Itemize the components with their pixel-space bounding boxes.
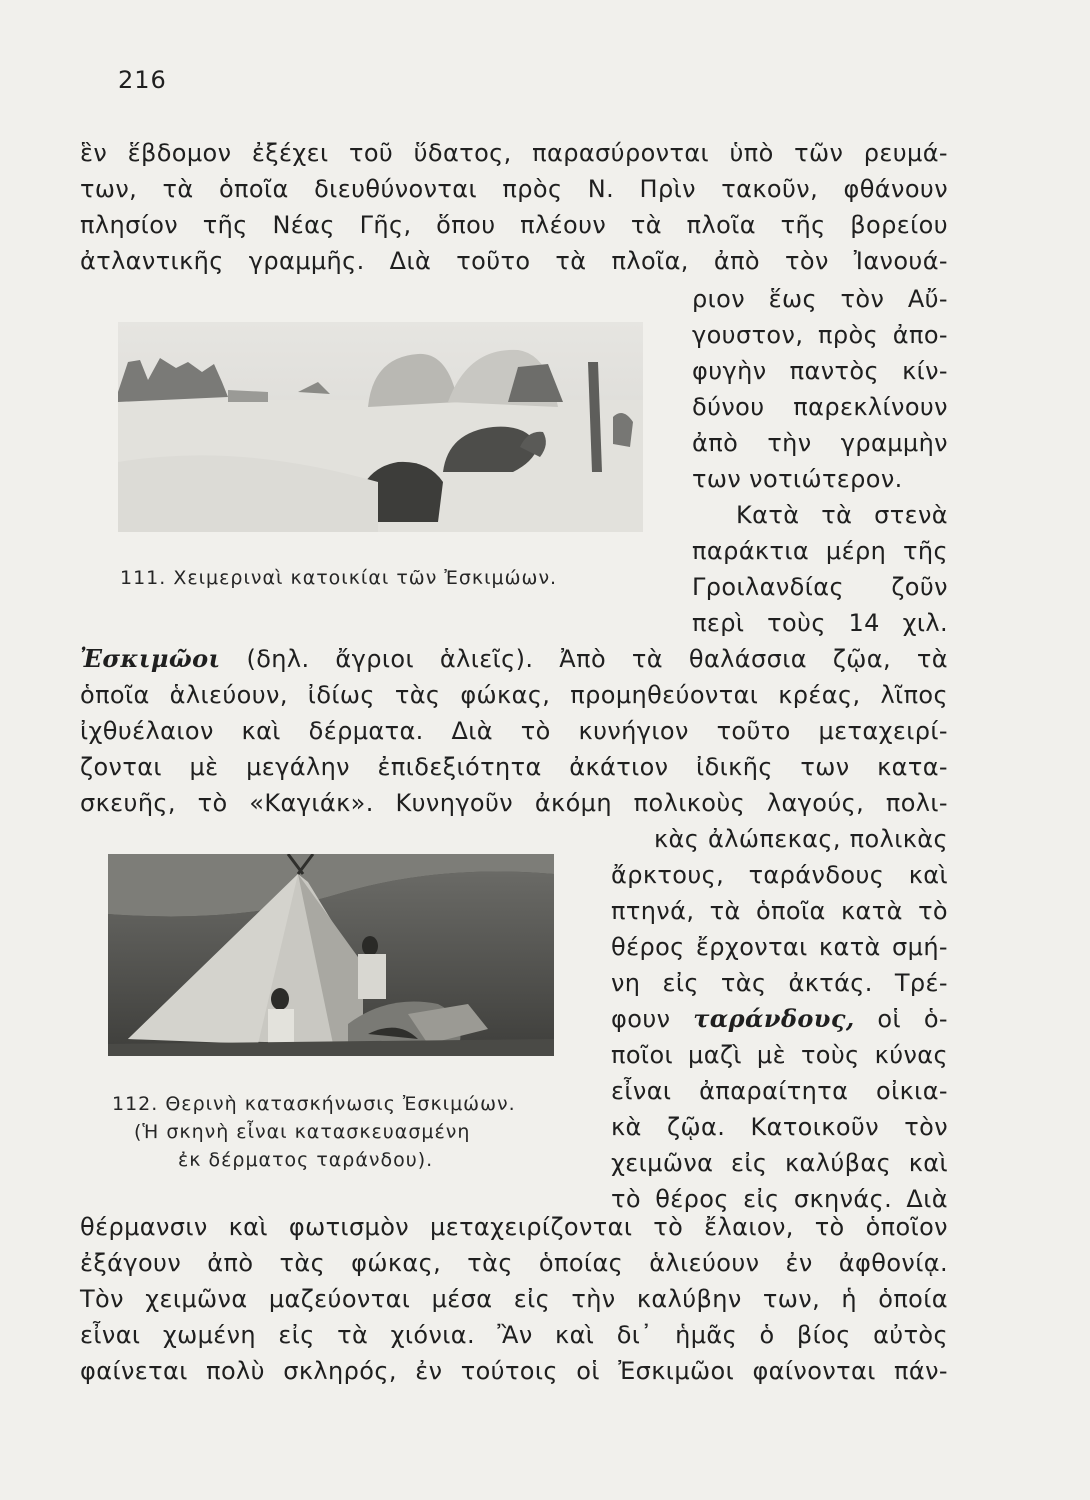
text-line: ἓν ἕβδομον ἐξέχει τοῦ ὕδατος, παρασύρονται ὑπὸ τῶν ρευμά- <box>80 139 948 167</box>
text-line: περὶ τοὺς 14 χιλ. <box>692 609 948 637</box>
text-line: τὸ θέρος εἰς σκηνάς. Διὰ <box>611 1185 948 1213</box>
figure-112-summer-camp-photo <box>108 854 554 1056</box>
figure-112-caption-line: 112. Θερινὴ κατασκήνωσις Ἐσκιμώων. <box>112 1093 516 1115</box>
text-line: κὰ ζῷα. Κατοικοῦν τὸν <box>611 1113 948 1141</box>
figure-111-winter-dwellings-photo <box>118 322 643 532</box>
text-line: ἄρκτους, ταράνδους καὶ <box>611 861 948 889</box>
text-line: Γροιλανδίας ζοῦν <box>692 573 948 601</box>
page-number: 216 <box>118 66 167 94</box>
tarandos-before: φουν <box>611 1005 671 1033</box>
text-line: θέρος ἔρχονται κατὰ σμή- <box>611 933 948 961</box>
text-line: Τὸν χειμῶνα μαζεύονται μέσα εἰς τὴν καλύβην των, ἡ ὁποία <box>80 1285 948 1313</box>
tarandos-after: οἱ ὁ- <box>877 1005 948 1033</box>
text-line: πτηνά, τὰ ὁποῖα κατὰ τὸ <box>611 897 948 925</box>
figure-111-caption: 111. Χειμεριναὶ κατοικίαι τῶν Ἐσκιμώων. <box>120 567 558 589</box>
text-line: ἀτλαντικῆς γραμμῆς. Διὰ τοῦτο τὰ πλοῖα, ἀπὸ τὸν Ἰανουά- <box>80 247 948 275</box>
text-line: ποῖοι μαζὶ μὲ τοὺς κύνας <box>611 1041 948 1069</box>
figure-112-caption-line: (Ἡ σκηνὴ εἶναι κατασκευασμένη <box>134 1121 471 1143</box>
text-line: εἶναι ἀπαραίτητα οἰκια- <box>611 1077 948 1105</box>
text-line: ὁποῖα ἁλιεύουν, ἰδίως τὰς φώκας, προμηθεύονται κρέας, λῖπος <box>80 681 948 709</box>
text-line: δύνου παρεκλίνουν <box>692 393 948 421</box>
text-line: εἶναι χωμένη εἰς τὰ χιόνια. Ἂν καὶ δι᾽ ἡμᾶς ὁ βίος αὐτὸς <box>80 1321 948 1349</box>
text-line-eskimo <box>80 644 948 674</box>
text-line: των, τὰ ὁποῖα διευθύνονται πρὸς Ν. Πρὶν τακοῦν, φθάνουν <box>80 175 948 203</box>
text-line: πλησίον τῆς Νέας Γῆς, ὅπου πλέουν τὰ πλοῖα τῆς βορείου <box>80 211 948 239</box>
text-line: ζονται μὲ μεγάλην ἐπιδεξιότητα ἀκάτιον ἰδικῆς των κατα- <box>80 753 948 781</box>
text-line: χειμῶνα εἰς καλύβας καὶ <box>611 1149 948 1177</box>
tarandos-term: ταράνδους, <box>693 1004 855 1033</box>
text-line: ἀπὸ τὴν γραμμὴν <box>692 429 948 457</box>
text-line: ἐξάγουν ἀπὸ τὰς φώκας, τὰς ὁποίας ἁλιεύουν ἐν ἀφθονίᾳ. <box>80 1249 948 1277</box>
text-line: φαίνεται πολὺ σκληρός, ἐν τούτοις οἱ Ἐσκιμῶοι φαίνονται πάν- <box>80 1357 948 1385</box>
text-line: νη εἰς τὰς ἀκτάς. Τρέ- <box>611 969 948 997</box>
text-line-tarandos <box>611 1004 948 1034</box>
text-line: σκευῆς, τὸ «Καγιάκ». Κυνηγοῦν ἀκόμη πολικοὺς λαγούς, πολι- <box>80 789 948 817</box>
eskimo-term: Ἐσκιμῶοι <box>80 644 221 673</box>
text-line: κὰς ἀλώπεκας, πολικὰς <box>654 825 948 853</box>
text-line: των νοτιώτερον. <box>692 465 903 493</box>
text-line: ριον ἕως τὸν Αὔ- <box>692 285 948 313</box>
text-line: γουστον, πρὸς ἀπο- <box>692 321 948 349</box>
text-line: θέρμανσιν καὶ φωτισμὸν μεταχειρίζονται τὸ ἔλαιον, τὸ ὁποῖον <box>80 1213 948 1241</box>
text-line: φυγὴν παντὸς κίν- <box>692 357 948 385</box>
text-line: ἰχθυέλαιον καὶ δέρματα. Διὰ τὸ κυνήγιον τοῦτο μεταχειρί- <box>80 717 948 745</box>
eskimo-line-rest: (δηλ. ἄγριοι ἁλιεῖς). Ἀπὸ τὰ θαλάσσια ζῷα, τὰ <box>246 645 949 673</box>
text-line: παράκτια μέρη τῆς <box>692 537 948 565</box>
text-line: Κατὰ τὰ στενὰ <box>736 501 948 529</box>
figure-112-caption-line: ἐκ δέρματος ταράνδου). <box>178 1149 434 1171</box>
